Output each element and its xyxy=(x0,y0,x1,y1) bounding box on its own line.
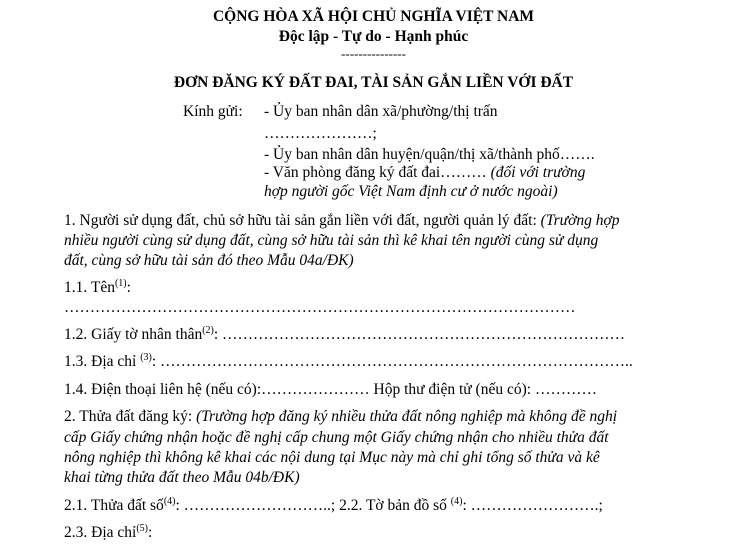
field-2-2-label[interactable]: : ………………………..; 2.2. Tờ bản đồ số xyxy=(175,497,451,514)
recipient-line-4-plain: - Văn phòng đăng ký đất đai……… xyxy=(264,164,491,181)
field-1-2-dots[interactable]: : …………………………………………………………………… xyxy=(213,326,626,343)
form-title: ĐƠN ĐĂNG KÝ ĐẤT ĐAI, TÀI SẢN GẮN LIỀN VỚI ĐẤT xyxy=(173,74,574,91)
field-2-3 xyxy=(64,523,152,543)
field-2-1-label: 2.1. Thửa đất số xyxy=(64,497,164,514)
section-2-heading: 2. Thửa đất đăng ký: xyxy=(64,408,197,425)
field-1-2-footnote: (2) xyxy=(202,324,214,336)
field-2-3-footnote: (5) xyxy=(136,522,148,534)
separator: --------------- xyxy=(341,46,406,61)
field-1-2-label: 1.2. Giấy tờ nhân thân xyxy=(64,326,203,343)
section-2-line-1 xyxy=(64,407,617,427)
field-1-1-dots[interactable]: ……………………………………………………………………………………… xyxy=(64,299,576,316)
section-1-line-3: đất, cùng sở hữu tài sản đó theo Mẫu 04a/ĐK) xyxy=(64,252,354,269)
field-1-1 xyxy=(64,278,131,298)
section-2-line-4: khai từng thửa đất theo Mẫu 04b/ĐK) xyxy=(64,469,300,486)
field-1-1-label: 1.1. Tên xyxy=(64,279,115,296)
national-title: CỘNG HÒA XÃ HỘI CHỦ NGHĨA VIỆT NAM xyxy=(212,8,535,25)
section-1-line-2: nhiều người cùng sử dụng đất, cùng sở hữu tài sản thì kê khai tên người cùng sử dụng xyxy=(64,232,599,249)
field-2-2-footnote: (4) xyxy=(450,495,463,507)
field-1-2[interactable] xyxy=(64,325,625,345)
field-1-3-dots[interactable]: : ……………………………………………………………………………….. xyxy=(151,353,633,370)
section-2-line-2: cấp Giấy chứng nhận hoặc đề nghị cấp chung một Giấy chứng nhận cho nhiều thửa đất xyxy=(64,429,609,446)
field-2-1[interactable] xyxy=(64,496,603,516)
section-2-note-start: (Trường hợp đăng ký nhiều thửa đất nông nghiệp mà không đề nghị xyxy=(196,408,618,425)
field-1-4[interactable]: 1.4. Điện thoại liên hệ (nếu có):………………… Hộp thư điện tử (nếu có): ………… xyxy=(64,381,597,398)
field-1-1-footnote: (1) xyxy=(114,277,127,289)
motto: Độc lập - Tự do - Hạnh phúc xyxy=(278,28,469,45)
field-1-3-footnote: (3) xyxy=(140,351,152,363)
recipient-line-1: - Ủy ban nhân dân xã/phường/thị trấn xyxy=(264,103,498,120)
recipient-line-4-italic: (đối với trường xyxy=(490,164,586,181)
field-1-1-colon: : xyxy=(126,279,131,296)
field-2-3-colon: : xyxy=(148,524,153,541)
field-1-3-label: 1.3. Địa chỉ xyxy=(64,353,141,370)
section-2-line-3: nông nghiệp thì không kê khai các nội dung tại Mục này mà chỉ ghi tổng số thửa và kê xyxy=(64,449,600,466)
recipient-line-3: - Ủy ban nhân dân huyện/quận/thị xã/thành phố……. xyxy=(264,146,595,163)
section-1-heading: 1. Người sử dụng đất, chủ sở hữu tài sản gắn liền với đất, người quản lý đất: xyxy=(64,212,541,229)
field-1-3[interactable] xyxy=(64,352,633,372)
section-1-note-start: (Trường hợp xyxy=(540,212,620,229)
recipient-label: Kính gửi: xyxy=(183,103,243,120)
recipient-line-4 xyxy=(264,163,585,183)
section-1-line-1 xyxy=(64,211,620,231)
recipient-line-2: …………………; xyxy=(264,125,377,142)
field-2-2-dots[interactable]: : …………………….; xyxy=(462,497,603,514)
recipient-line-5: hợp người gốc Việt Nam định cư ở nước ngoài) xyxy=(264,183,558,200)
field-2-3-label: 2.3. Địa chỉ xyxy=(64,524,137,541)
field-2-1-footnote: (4) xyxy=(163,495,176,507)
